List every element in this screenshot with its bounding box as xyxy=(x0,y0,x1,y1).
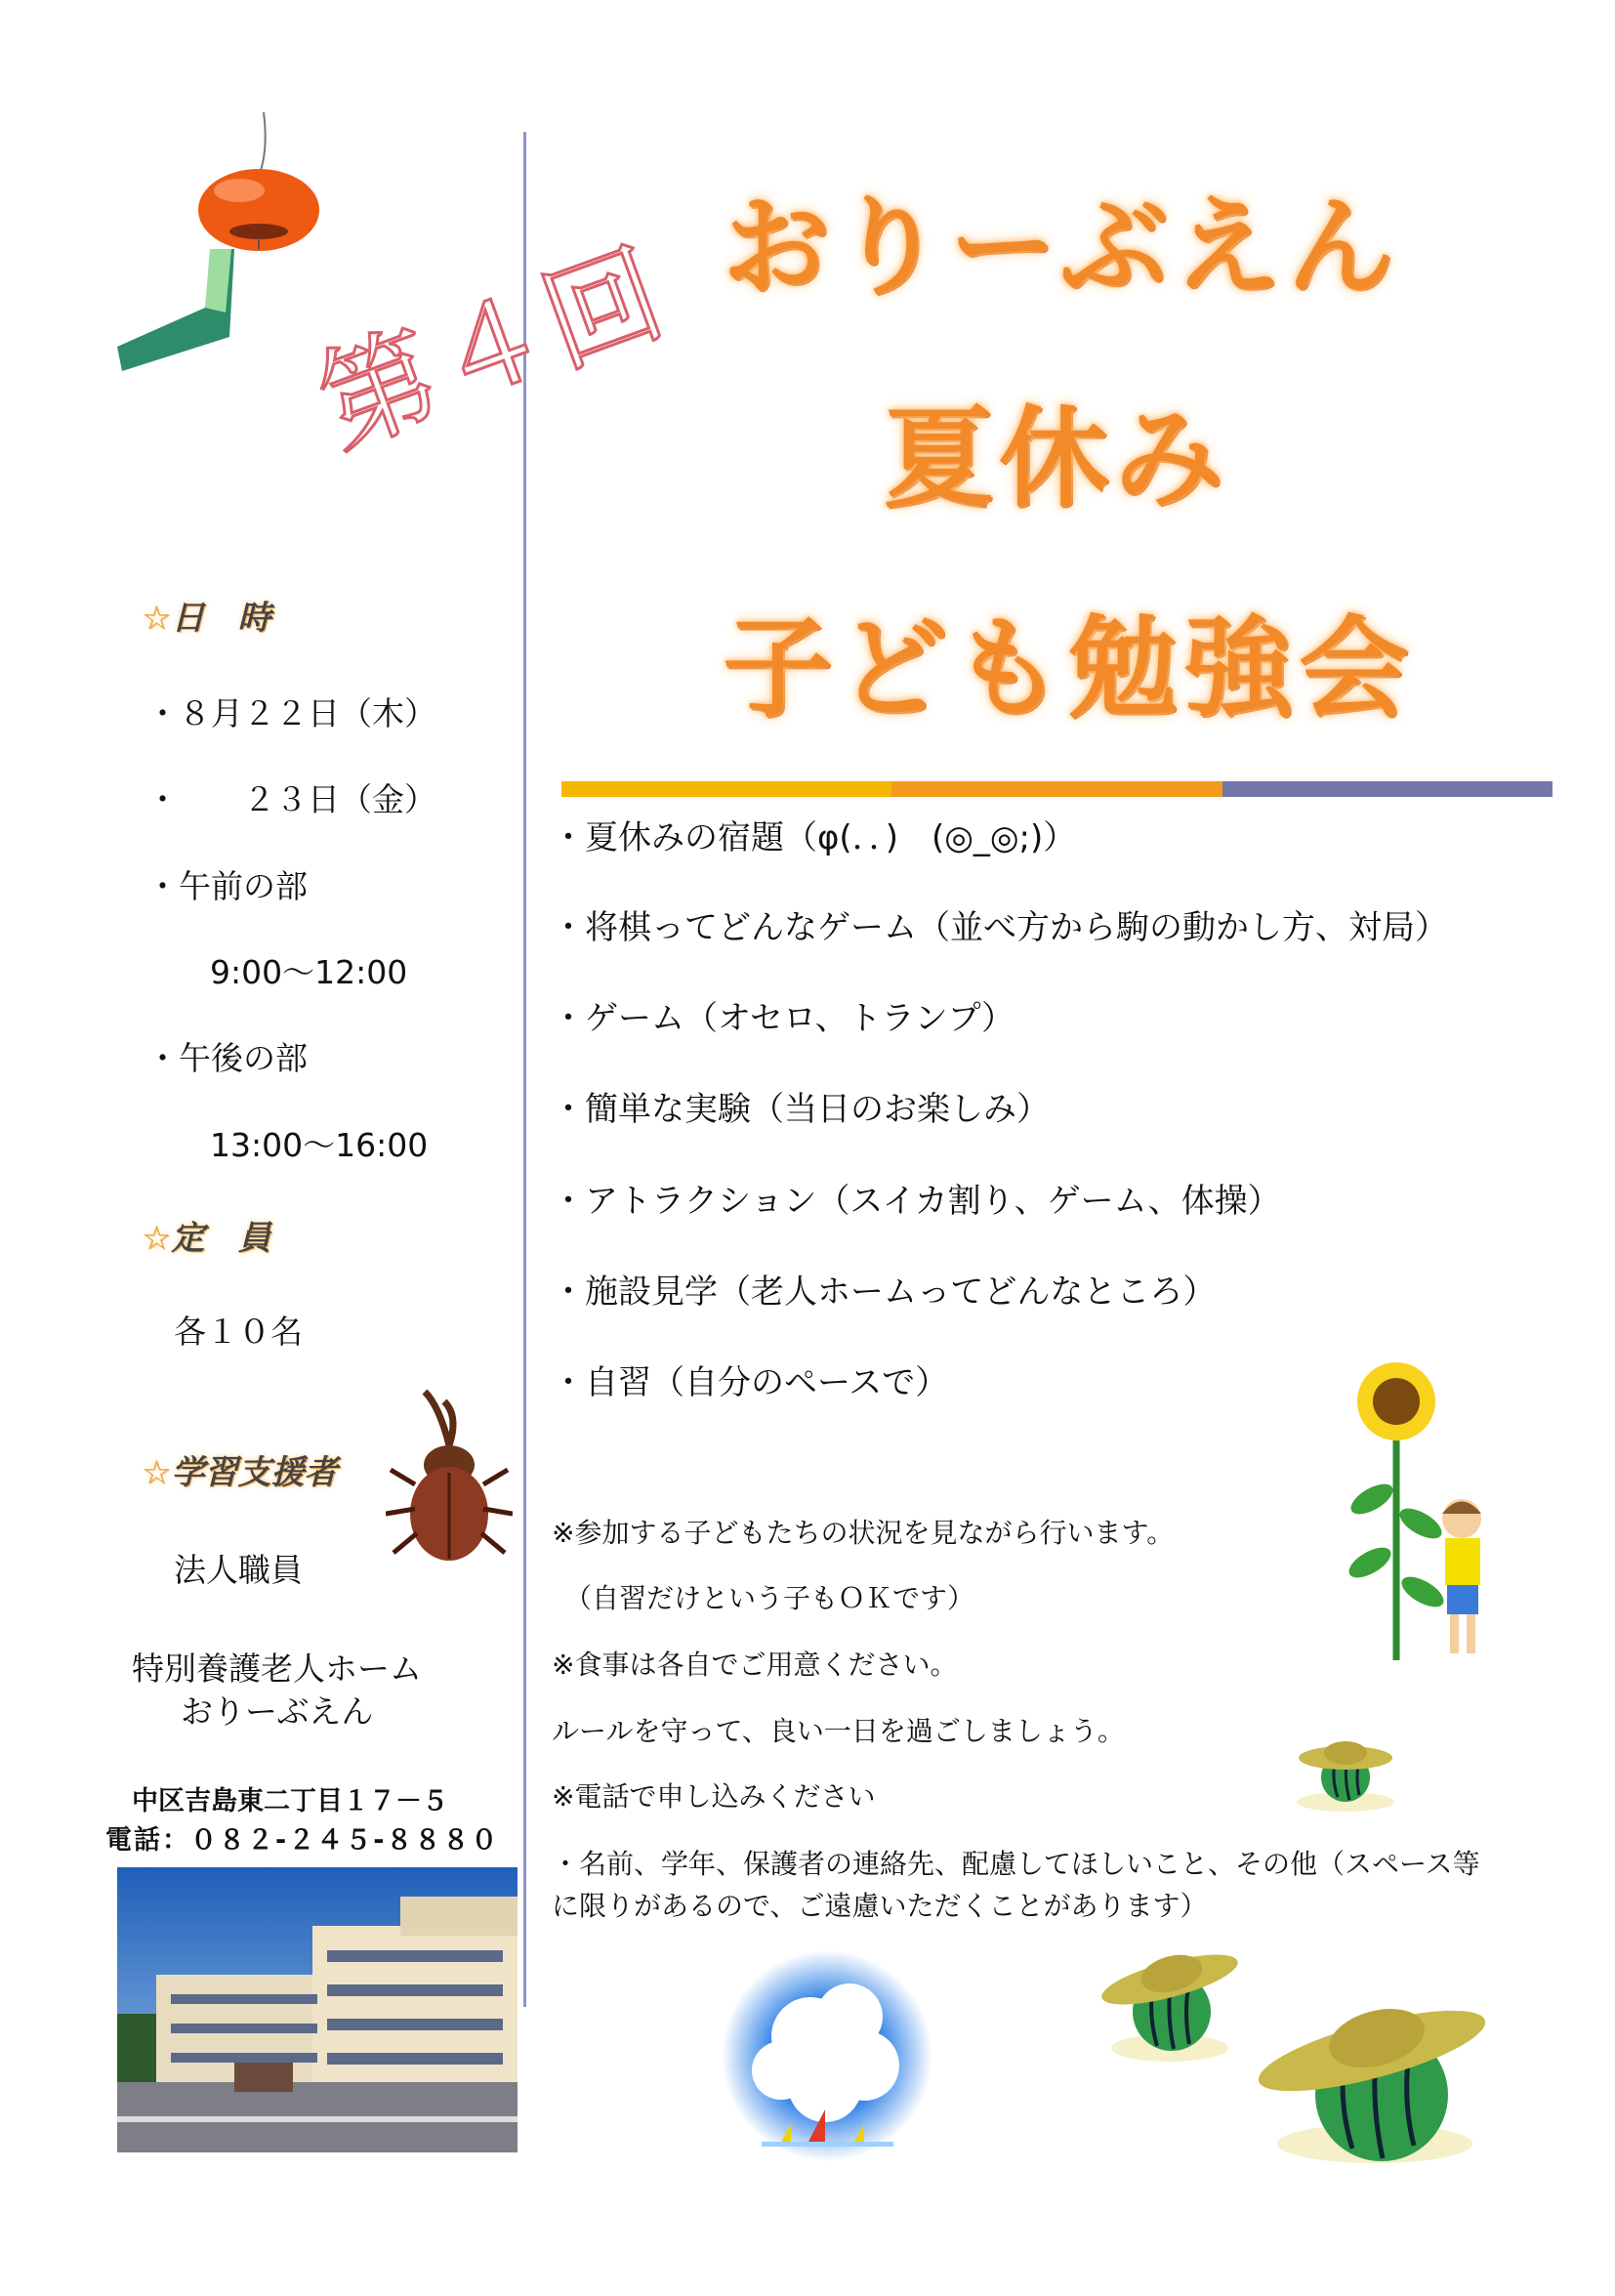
watermelon-small-illustration xyxy=(1287,1729,1404,1816)
note-2: （自習だけという子もＯＫです） xyxy=(564,1582,975,1614)
sunflower-boy-illustration xyxy=(1343,1353,1499,1670)
phone: 電話：０８２-２４５-８８８０ xyxy=(105,1825,500,1856)
activity-6: ・施設見学（老人ホームってどんなところ） xyxy=(552,1273,1217,1312)
activity-3: ・ゲーム（オセロ、トランプ） xyxy=(552,999,1015,1038)
title-line-2: 夏休み xyxy=(884,396,1229,522)
supporter-heading: ☆学習支援者 xyxy=(142,1453,338,1492)
org-name-line-1: 特別養護老人ホーム xyxy=(132,1649,422,1688)
date-1: ・８月２２日（木） xyxy=(146,694,436,732)
watermelon-medium-illustration xyxy=(1094,1939,1245,2066)
note-5: ※電話で申し込みください xyxy=(552,1780,876,1813)
color-bar xyxy=(561,781,1553,797)
morning-time: 9:00～12:00 xyxy=(210,953,408,991)
activity-4: ・簡単な実験（当日のお楽しみ） xyxy=(552,1090,1050,1129)
building-photo xyxy=(117,1867,518,2152)
org-name-line-2: おりーぶえん xyxy=(181,1692,374,1731)
datetime-heading: ☆日 時 xyxy=(142,599,271,638)
date-2: ・ ２３日（金） xyxy=(146,780,436,818)
wind-chime-illustration xyxy=(112,112,327,386)
beetle-illustration xyxy=(386,1387,513,1572)
note-6a: ・名前、学年、保護者の連絡先、配慮してほしいこと、その他（スペース等 xyxy=(552,1848,1480,1880)
edition-stamp: 第４回 xyxy=(301,224,684,474)
watermelon-large-illustration xyxy=(1250,1987,1499,2168)
note-3: ※食事は各自でご用意ください。 xyxy=(552,1649,958,1681)
title-line-1: おりーぶえん xyxy=(723,185,1400,310)
note-4: ルールを守って、良い一日を過ごしましょう。 xyxy=(552,1715,1125,1747)
address: 中区吉島東二丁目１７－５ xyxy=(132,1786,448,1816)
note-1: ※参加する子どもたちの状況を見ながら行います。 xyxy=(552,1517,1175,1549)
note-6b: に限りがあるので、ご遠慮いただくことがあります） xyxy=(552,1890,1208,1922)
afternoon-label: ・午後の部 xyxy=(146,1039,308,1077)
capacity-value: 各１０名 xyxy=(174,1313,303,1351)
activity-7: ・自習（自分のペースで） xyxy=(552,1363,949,1402)
afternoon-time: 13:00～16:00 xyxy=(210,1126,429,1164)
morning-label: ・午前の部 xyxy=(146,867,308,905)
activity-5: ・アトラクション（スイカ割り、ゲーム、体操） xyxy=(552,1182,1281,1221)
activity-2: ・将棋ってどんなゲーム（並べ方から駒の動かし方、対局） xyxy=(552,908,1448,947)
capacity-heading: ☆定 員 xyxy=(142,1219,271,1258)
activity-1: ・夏休みの宿題（φ(．．) (◎_◎;)） xyxy=(552,818,1077,857)
supporter-value: 法人職員 xyxy=(174,1551,303,1589)
cloud-sailboat-illustration xyxy=(713,1948,942,2163)
title-line-3: 子ども勉強会 xyxy=(723,605,1414,732)
